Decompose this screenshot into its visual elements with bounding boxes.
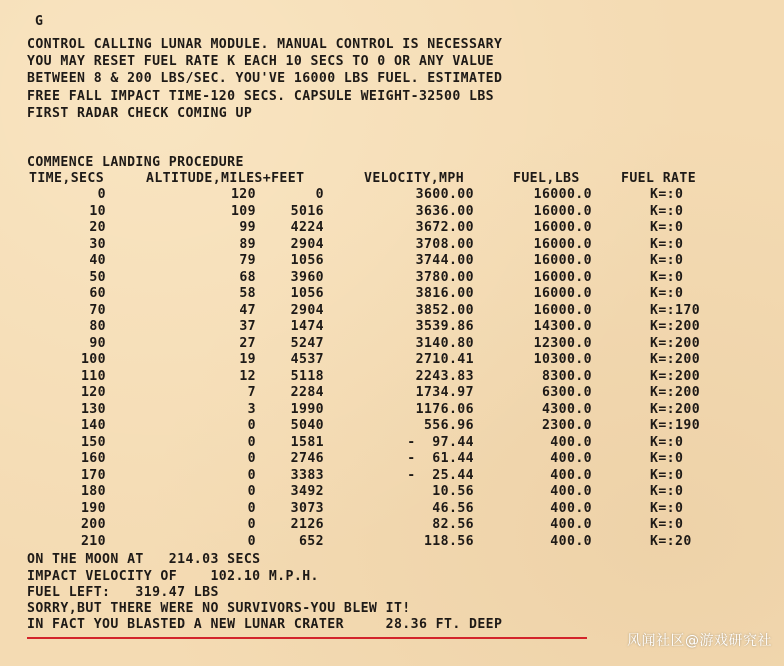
cell-fuel-rate: K=:0 [650,220,684,235]
cell-fuel: 400.0 [550,517,592,532]
cell-feet: 1990 [290,401,324,417]
cell-feet: 1056 [290,286,324,301]
outro-line-2: IMPACT VELOCITY OF 102.10 M.P.H. [27,569,319,584]
cell-time: 0 [97,187,106,202]
cell-time: 20 [89,220,106,235]
cell-miles: 0 [247,500,256,516]
cell-fuel-rate: K=:170 [650,302,701,318]
cell-fuel-rate: K=:200 [650,401,701,417]
cell-velocity: 1176.06 [415,401,474,417]
cell-feet: 5118 [290,368,324,384]
cell-feet: 3492 [290,484,324,499]
cell-miles: 0 [247,451,256,466]
table-row [0,352,784,368]
cell-time: 190 [80,500,106,516]
cell-velocity: 3672.00 [415,220,474,235]
cell-feet: 5040 [290,418,324,433]
cell-time: 130 [80,401,106,417]
intro-line-2: YOU MAY RESET FUEL RATE K EACH 10 SECS TO 0 OR ANY VALUE [27,54,495,69]
cell-time: 170 [80,467,106,483]
cell-miles: 58 [239,286,256,301]
cell-feet: 4537 [290,352,324,367]
cell-fuel-rate: K=:0 [650,451,684,466]
cell-velocity: 2243.83 [415,368,474,384]
outro-line-4: SORRY,BUT THERE WERE NO SURVIVORS-YOU BLEW IT! [27,601,411,616]
cell-fuel: 16000.0 [533,220,592,235]
cell-feet: 5016 [290,203,324,219]
table-row [0,385,784,401]
cell-fuel: 400.0 [550,533,592,549]
cell-fuel-rate: K=:20 [650,533,692,549]
cell-fuel-rate: K=:0 [650,434,684,450]
cell-velocity: 3780.00 [415,269,474,285]
cell-velocity: 3539.86 [415,319,474,334]
cell-feet: 3073 [290,500,324,516]
cell-time: 100 [80,352,106,367]
cell-miles: 120 [230,187,256,202]
cell-fuel: 400.0 [550,500,592,516]
cell-fuel: 16000.0 [533,286,592,301]
cell-miles: 109 [230,203,256,219]
cell-fuel-rate: K=:190 [650,418,701,433]
cell-miles: 0 [247,533,256,549]
cell-time: 160 [80,451,106,466]
cell-fuel-rate: K=:200 [650,352,701,367]
cell-miles: 0 [247,517,256,532]
cell-feet: 5247 [290,335,324,351]
cell-velocity: 3636.00 [415,203,474,219]
cell-velocity: - 61.44 [407,451,474,466]
cell-miles: 0 [247,467,256,483]
cell-miles: 68 [239,269,256,285]
cell-velocity: - 97.44 [407,434,474,450]
cell-fuel: 400.0 [550,434,592,450]
cell-feet: 2284 [290,385,324,400]
cell-velocity: 46.56 [432,500,474,516]
cell-velocity: 1734.97 [415,385,474,400]
cell-miles: 89 [239,236,256,252]
cell-fuel-rate: K=:0 [650,500,684,516]
table-row [0,517,784,533]
cell-feet: 2904 [290,302,324,318]
cell-velocity: 82.56 [432,517,474,532]
cell-fuel: 16000.0 [533,302,592,318]
red-underline [27,637,587,639]
cell-miles: 0 [247,418,256,433]
intro-line-1: CONTROL CALLING LUNAR MODULE. MANUAL CONTROL IS NECESSARY [27,37,503,52]
header-fuel: FUEL,LBS [513,171,580,186]
cell-velocity: 2710.41 [415,352,474,367]
cell-miles: 3 [247,401,256,417]
cell-fuel: 400.0 [550,451,592,466]
cell-fuel: 16000.0 [533,253,592,268]
commence-line: COMMENCE LANDING PROCEDURE [27,155,244,170]
cell-time: 60 [89,286,106,301]
table-row [0,369,784,385]
cell-time: 210 [80,533,106,549]
table-row [0,237,784,253]
cell-miles: 12 [239,368,256,384]
cell-fuel: 16000.0 [533,269,592,285]
cell-fuel-rate: K=:0 [650,517,684,532]
cell-miles: 0 [247,434,256,450]
cell-feet: 2126 [290,517,324,532]
cell-feet: 1056 [290,253,324,268]
cell-feet: 652 [298,533,324,549]
outro-line-1: ON THE MOON AT 214.03 SECS [27,552,261,567]
watermark: 风闻社区@游戏研究社 [627,633,772,649]
cell-miles: 0 [247,484,256,499]
cell-feet: 1474 [290,319,324,334]
intro-line-4: FREE FALL IMPACT TIME-120 SECS. CAPSULE WEIGHT-32500 LBS [27,89,495,104]
cell-fuel-rate: K=:0 [650,203,684,219]
cell-velocity: 3600.00 [415,187,474,202]
cell-feet: 3960 [290,269,324,285]
table-row [0,468,784,484]
cell-fuel-rate: K=:0 [650,187,684,202]
cell-fuel: 400.0 [550,467,592,483]
outro-line-3: FUEL LEFT: 319.47 LBS [27,585,219,600]
cell-fuel-rate: K=:200 [650,385,701,400]
cell-fuel-rate: K=:200 [650,335,701,351]
table-row [0,187,784,203]
cell-velocity: 118.56 [423,533,474,549]
cell-feet: 1581 [290,434,324,450]
intro-line-5: FIRST RADAR CHECK COMING UP [27,106,253,121]
cell-time: 10 [89,203,106,219]
cell-velocity: 3744.00 [415,253,474,268]
table-row [0,270,784,286]
table-row [0,402,784,418]
table-row [0,319,784,335]
cell-fuel: 12300.0 [533,335,592,351]
cell-fuel: 2300.0 [541,418,592,433]
table-row [0,484,784,500]
header-altitude: ALTITUDE,MILES+FEET [146,171,305,186]
cell-fuel: 16000.0 [533,187,592,202]
cell-feet: 2746 [290,451,324,466]
cell-miles: 37 [239,319,256,334]
table-row [0,286,784,302]
outro-line-5: IN FACT YOU BLASTED A NEW LUNAR CRATER 28.36 FT. DEEP [27,617,503,632]
cell-miles: 27 [239,335,256,351]
cell-fuel: 10300.0 [533,352,592,367]
table-row [0,435,784,451]
cell-velocity: 556.96 [423,418,474,433]
cell-fuel-rate: K=:0 [650,286,684,301]
cell-fuel: 16000.0 [533,236,592,252]
cell-time: 80 [89,319,106,334]
cell-fuel: 14300.0 [533,319,592,334]
cell-miles: 99 [239,220,256,235]
cell-fuel: 16000.0 [533,203,592,219]
cell-fuel-rate: K=:200 [650,319,701,334]
table-row [0,220,784,236]
cell-feet: 4224 [290,220,324,235]
cell-feet: 3383 [290,467,324,483]
cell-time: 90 [89,335,106,351]
cell-feet: 2904 [290,236,324,252]
cell-fuel-rate: K=:0 [650,253,684,268]
cell-miles: 79 [239,253,256,268]
header-rate: FUEL RATE [621,171,697,186]
cell-miles: 19 [239,352,256,367]
cell-miles: 7 [247,385,256,400]
table-row [0,501,784,517]
cell-fuel-rate: K=:0 [650,467,684,483]
cell-velocity: 3708.00 [415,236,474,252]
table-row [0,204,784,220]
cell-time: 150 [80,434,106,450]
cell-time: 50 [89,269,106,285]
cell-time: 110 [80,368,106,384]
table-row [0,451,784,467]
cell-velocity: 3816.00 [415,286,474,301]
cell-time: 40 [89,253,106,268]
cell-time: 70 [89,302,106,318]
cell-fuel-rate: K=:0 [650,484,684,499]
table-row [0,418,784,434]
header-mark: G [35,14,43,29]
cell-fuel: 8300.0 [541,368,592,384]
cell-feet: 0 [315,187,324,202]
cell-fuel: 4300.0 [541,401,592,417]
table-row [0,336,784,352]
cell-time: 200 [80,517,106,532]
cell-fuel-rate: K=:0 [650,269,684,285]
cell-fuel: 400.0 [550,484,592,499]
cell-velocity: 3852.00 [415,302,474,318]
header-time: TIME,SECS [29,171,105,186]
cell-fuel: 6300.0 [541,385,592,400]
table-row [0,253,784,269]
cell-time: 120 [80,385,106,400]
cell-time: 140 [80,418,106,433]
cell-fuel-rate: K=:0 [650,236,684,252]
cell-velocity: 10.56 [432,484,474,499]
cell-time: 180 [80,484,106,499]
cell-fuel-rate: K=:200 [650,368,701,384]
table-row [0,303,784,319]
cell-velocity: 3140.80 [415,335,474,351]
cell-miles: 47 [239,302,256,318]
intro-line-3: BETWEEN 8 & 200 LBS/SEC. YOU'VE 16000 LBS FUEL. ESTIMATED [27,71,503,86]
cell-velocity: - 25.44 [407,467,474,483]
header-velocity: VELOCITY,MPH [364,171,465,186]
cell-time: 30 [89,236,106,252]
table-row [0,534,784,550]
